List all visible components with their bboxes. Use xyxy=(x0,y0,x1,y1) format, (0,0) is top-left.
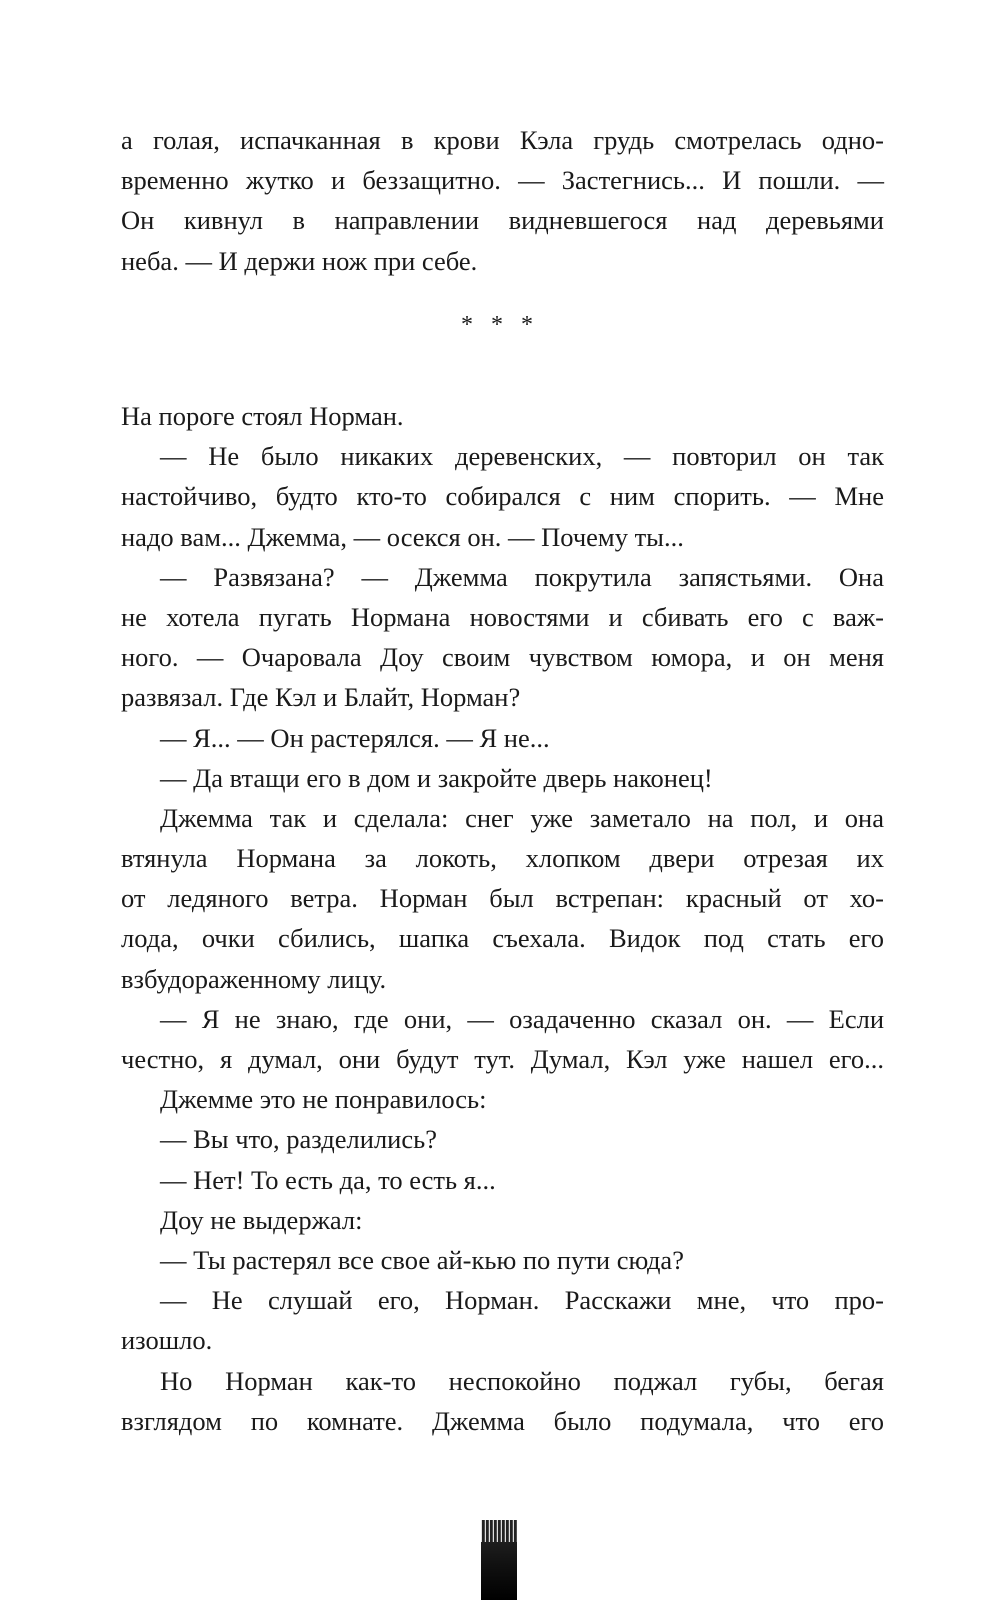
text-line: — Нет! То есть да, то есть я... xyxy=(160,1164,496,1195)
text-line: развязал. Где Кэл и Блайт, Норман? xyxy=(121,682,521,713)
text-line: Джемме это не понравилось: xyxy=(160,1084,487,1115)
text-line: На пороге стоял Норман. xyxy=(121,401,404,431)
text-line: — Вы что, разделились? xyxy=(160,1124,437,1155)
text-line: втянула Нормана за локоть, хлопком двери отрезая их xyxy=(121,843,884,874)
text-line: настойчиво, будто кто-то собирался с ним спорить. — Мне xyxy=(121,481,884,512)
text-line: лода, очки сбились, шапка съехала. Видок под стать его xyxy=(121,923,884,954)
text-line: Джемма так и сделала: снег уже заметало на пол, и она xyxy=(160,802,884,833)
text-line: — Не было никаких деревенских, — повторил он так xyxy=(160,441,884,472)
text-line: — Да втащи его в дом и закройте дверь наконец! xyxy=(160,762,713,793)
text-line: — Не слушай его, Норман. Расскажи мне, что про- xyxy=(160,1285,884,1316)
text-line: — Я не знаю, где они, — озадаченно сказал он. — Если xyxy=(160,1003,884,1034)
text-block-main xyxy=(121,396,884,1441)
text-line: — Развязана? — Джемма покрутила запястьями. Она xyxy=(160,561,884,592)
text-line: надо вам... Джемма, — осекся он. — Почему ты... xyxy=(121,521,684,552)
text-line: неба. — И держи нож при себе. xyxy=(121,245,478,276)
text-line: временно жутко и беззащитно. — Застегнись... И пошли. — xyxy=(121,165,884,196)
text-line: Он кивнул в направлении видневшегося над деревьями xyxy=(121,205,884,236)
text-line: Доу не выдержал: xyxy=(160,1204,363,1235)
text-line: — Ты растерял все свое ай-кью по пути сюда? xyxy=(160,1244,684,1275)
text-line: ного. — Очаровала Доу своим чувством юмора, и он меня xyxy=(121,642,884,673)
text-block-top xyxy=(121,120,884,281)
text-line: — Я... — Он растерялся. — Я не... xyxy=(160,722,550,753)
text-line: честно, я думал, они будут тут. Думал, Кэл уже нашел его... xyxy=(121,1044,884,1074)
text-line: взбудораженному лицу. xyxy=(121,963,387,994)
text-line: взглядом по комнате. Джемма было подумала, что его xyxy=(121,1405,884,1436)
section-separator: * * * xyxy=(461,312,539,338)
text-line: Но Норман как-то неспокойно поджал губы, бегая xyxy=(160,1365,884,1396)
text-line: от ледяного ветра. Норман был встрепан: красный от хо- xyxy=(121,883,884,914)
page-edge-marker xyxy=(481,1520,517,1600)
text-line: а голая, испачканная в крови Кэла грудь смотрелась одно- xyxy=(121,125,884,155)
text-line: изошло. xyxy=(121,1325,213,1356)
text-line: не хотела пугать Нормана новостями и сбивать его с важ- xyxy=(121,601,884,632)
